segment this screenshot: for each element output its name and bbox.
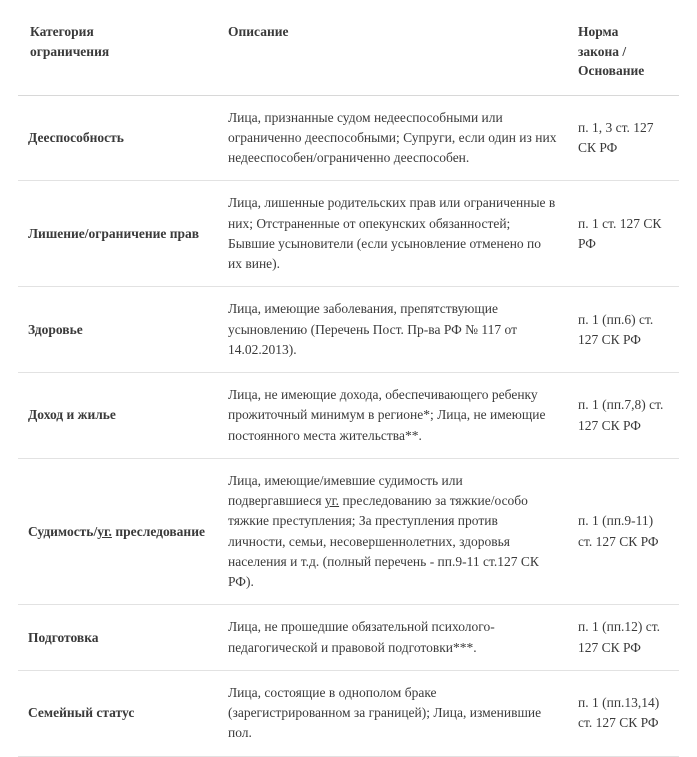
cell-category: Подготовка	[18, 605, 218, 671]
cell-category: Доход и жилье	[18, 373, 218, 459]
cell-description: Лица, признанные судом недееспособными или ограниченно дееспособными; Супруги, если один из них недееспособен/ограниченно дееспособен.	[218, 95, 568, 181]
cell-category: Дееспособность	[18, 95, 218, 181]
table-row	[18, 287, 679, 373]
column-header-category: Категория ограничения	[18, 0, 218, 95]
cell-norm: п. 1 (пп.6) ст. 127 СК РФ	[568, 287, 679, 373]
column-header-norm: Норма закона / Основание	[568, 0, 679, 95]
cell-norm: п. 1 (пп.9-11) ст. 127 СК РФ	[568, 458, 679, 605]
table-row	[18, 181, 679, 287]
table-row	[18, 373, 679, 459]
cell-category: Судимость/уг. преследование	[18, 458, 218, 605]
table-row	[18, 670, 679, 756]
cell-description: Лица, имеющие/имевшие судимость или подвергавшиеся уг. преследованию за тяжкие/особо тяжкие преступления; За преступления против личности, семьи, несовершеннолетних, здоровья населения и т.д. (полный перечень - пп.9-11 ст.127 СК РФ).	[218, 458, 568, 605]
table-row	[18, 605, 679, 671]
table-row	[18, 458, 679, 605]
table-row	[18, 95, 679, 181]
cell-description: Лица, лишенные родительских прав или ограниченные в них; Отстраненные от опекунских обязанностей; Бывшие усыновители (если усыновление отменено по их вине).	[218, 181, 568, 287]
column-header-description: Описание	[218, 0, 568, 95]
cell-norm: п. 1 (пп.13,14) ст. 127 СК РФ	[568, 670, 679, 756]
cell-category: Лишение/ограничение прав	[18, 181, 218, 287]
cell-description: Лица, имеющие заболевания, препятствующие усыновлению (Перечень Пост. Пр-ва РФ № 117 от 14.02.2013).	[218, 287, 568, 373]
cell-norm: п. 1, 3 ст. 127 СК РФ	[568, 95, 679, 181]
adoption-restrictions-table	[18, 0, 679, 757]
cell-description: Лица, состоящие в однополом браке (зарегистрированном за границей); Лица, изменившие пол.	[218, 670, 568, 756]
cell-norm: п. 1 (пп.12) ст. 127 СК РФ	[568, 605, 679, 671]
cell-norm: п. 1 ст. 127 СК РФ	[568, 181, 679, 287]
cell-description: Лица, не прошедшие обязательной психолого-педагогической и правовой подготовки***.	[218, 605, 568, 671]
cell-norm: п. 1 (пп.7,8) ст. 127 СК РФ	[568, 373, 679, 459]
cell-description: Лица, не имеющие дохода, обеспечивающего ребенку прожиточный минимум в регионе*; Лица, не имеющие постоянного места жительства**.	[218, 373, 568, 459]
table-body	[18, 95, 679, 756]
table-header-row	[18, 0, 679, 95]
table-header	[18, 0, 679, 95]
cell-category: Семейный статус	[18, 670, 218, 756]
cell-category: Здоровье	[18, 287, 218, 373]
